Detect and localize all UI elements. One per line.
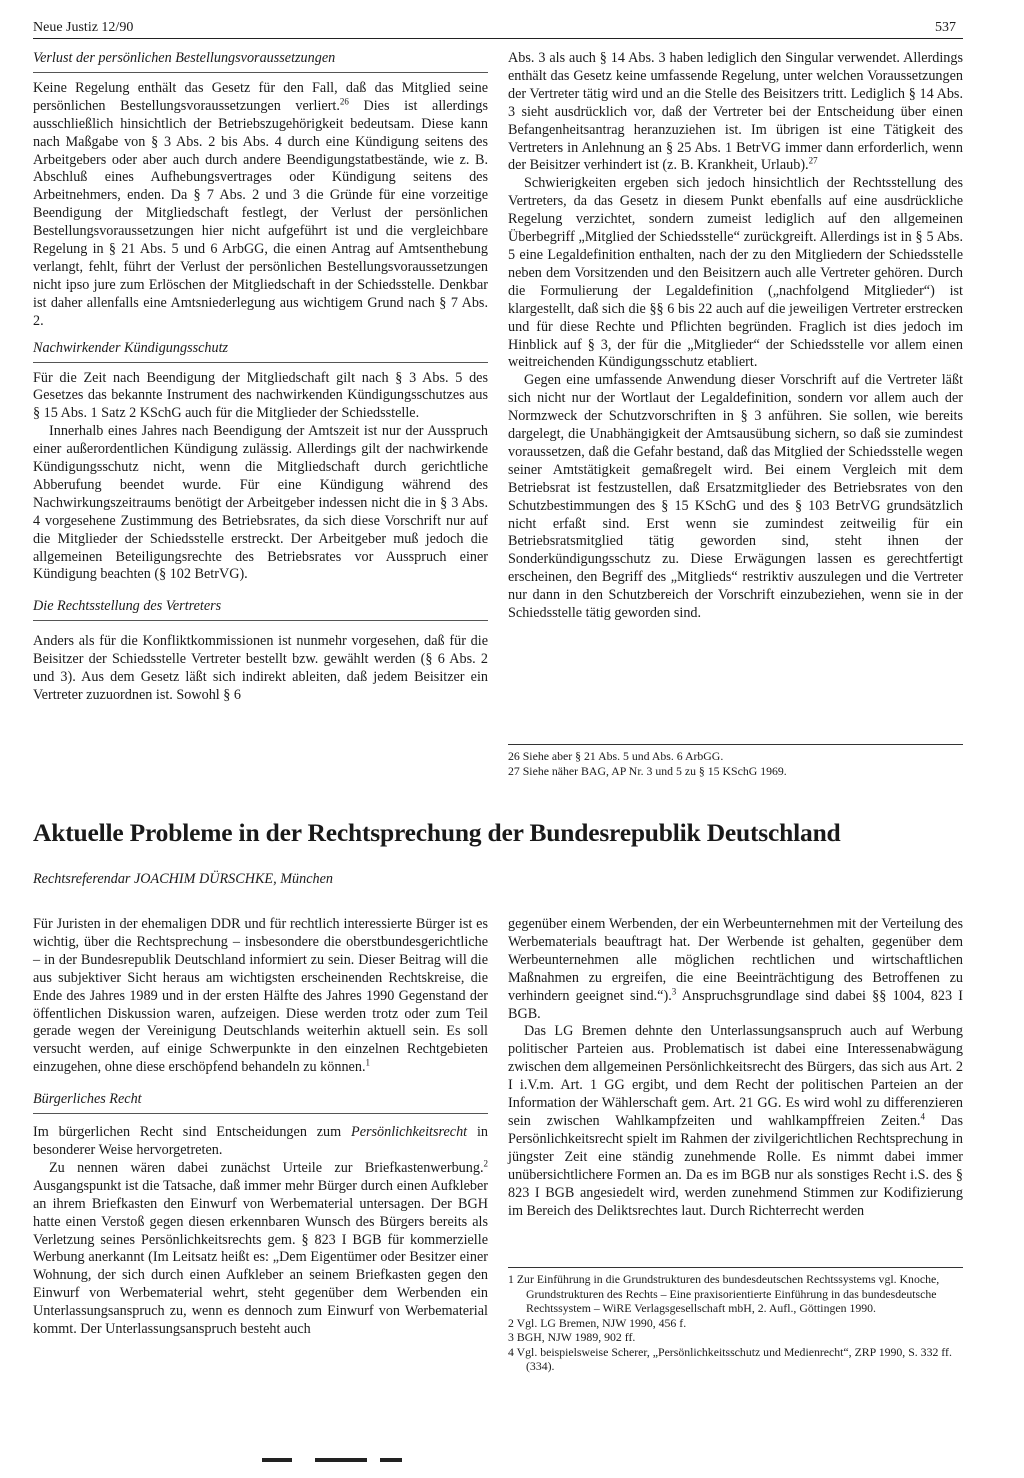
paragraph: Innerhalb eines Jahres nach Beendigung der Amtszeit ist nur der Ausspruch einer außerordentlichen Kündigung zulässig. Allerdings gilt der nachwirkende Kündigungsschutz nicht, wenn die Mitgliedschaft durch gerichtliche Abberufung beendet wurde. Für eine Kündigung während des Nachwirkungszeitraums benötigt der Arbeitgeber indessen nicht die in § 3 Abs. 4 vorgesehene Zustimmung des Betriebsrates, da sich diese Vorschrift nur auf die Mitglieder der Schiedsstelle erstreckt. Der Arbeitgeber muß jedoch die allgemeinen Beteiligungsrechte des Betriebsrates vor Ausspruch einer Kündigung beachten (§ 102 BetrVG).	[33, 423, 488, 583]
footnote-ref: 3	[671, 985, 677, 996]
text-run: Abs. 3 als auch § 14 Abs. 3 haben lediglich den Singular verwendet. Allerdings enthält das Gesetz keine umfassende Regelung, unter welchen Voraussetzungen der Vertreter tätig wird und an die Stelle des Beisitzers tritt. Lediglich § 14 Abs. 3 sieht ausdrücklich vor, daß der Vertreter bei der Entscheidung über einen Befangenheitsantrag heranzuziehen ist. Im übrigen ist eine Tätigkeit des Vertreters in Anlehnung an § 25 Abs. 1 BetrVG immer dann erforderlich, wenn der Beisitzer verhindert ist (z. B. Krankheit, Urlaub).	[508, 50, 963, 174]
text-run: Anspruchsgrundlage sind dabei §§ 1004, 823 I BGB.	[508, 987, 963, 1022]
footnote-ref: 26	[339, 96, 349, 107]
paragraph	[508, 916, 963, 1023]
column-top-left	[33, 50, 488, 705]
footnote: 2 Vgl. LG Bremen, NJW 1990, 456 f.	[508, 1315, 687, 1330]
text-run: Für Juristen in der ehemaligen DDR und für rechtlich interessierte Bürger ist es wichtig, über die Rechtsprechung – insbesondere die oberstbundesgerichtliche – in der Bundesrepublik Deutschland informiert zu sein. Dieser Beitrag will die aus subjektiver Sicht heraus am wichtigsten erscheinenden Rechtskreise, die Ende des Jahres 1989 und in der ersten Hälfte des Jahres 1990 Gegenstand der öffentlichen Diskussion waren, aufzeigen. Diese werden trotz oder zum Teil gerade wegen der Vereinigung Deutschlands weiterhin aktuell sein. Es soll versucht werden, auf einige Schwerpunkte in den einzelnen Rechtgebieten einzugehen, ohne diese erschöpfend behandeln zu können.	[33, 916, 488, 1076]
footnote: 26 Siehe aber § 21 Abs. 5 und Abs. 6 ArbGG.	[508, 749, 724, 763]
emphasis: Persönlichkeitsrecht	[351, 1124, 468, 1141]
text-run: gegenüber einem Werbenden, der ein Werbeunternehmen mit der Verteilung des Werbematerials beauftragt hat. Der Werbende ist gehalten, gegenüber dem Werbeunternehmen alle möglichen rechtlichen und wirtschaftlichen Maßnahmen zu ergreifen, die eine Beeinträchtigung des Betroffenen zu verhindern geeignet sind.“).	[508, 916, 963, 1004]
article-title: Aktuelle Probleme in der Rechtsprechung der Bundesrepublik Deutschland	[33, 818, 841, 847]
section-heading-rechtsstellung: Die Rechtsstellung des Vertreters	[33, 598, 488, 621]
scan-artifact	[262, 1458, 292, 1462]
footnotes-bottom	[508, 1267, 963, 1374]
paragraph: Schwierigkeiten ergeben sich jedoch hinsichtlich der Rechtsstellung des Vertreters, da das Gesetz in diesem Punkt ebenfalls auf eine ausdrückliche Regelung verzichtet, sondern zumeist lediglich auf den allgemeinen Überbegriff „Mitglied der Schiedsstelle“ zurückgreift. Allerdings ist in § 5 Abs. 5 eine Legaldefinition enthalten, nach der zu den Mitgliedern der Schiedsstelle neben dem Vorsitzenden und den Beisitzern auch alle Vertreter gehören. Durch die Formulierung der Legaldefinition („nachfolgend Mitglieder“) ist klargestellt, daß sich die §§ 6 bis 22 auch auf die jeweiligen Vertreter erstrecken und für diese Rechte und Pflichten begründen. Fraglich ist dies jedoch im Hinblick auf § 3, der für die „Mitglieder“ der Schiedsstelle vor allem einen weitreichenden Kündigungsschutz etabliert.	[508, 175, 963, 371]
paragraph: Gegen eine umfassende Anwendung dieser Vorschrift auf die Vertreter läßt sich nicht nur der Wortlaut der Legaldefinition, sondern vor allem auch der Normzweck der Schutzvorschriften in § 3 anführen. Sie sollen, wie bereits dargelegt, die Unabhängigkeit der Amtsausübung sichern, so daß sie zumindest voraussetzen, daß die Gefahr bestand, daß das Mitglied der Schiedsstelle wegen seiner Amtstätigkeit gemaßregelt wird. Bei einem Vergleich mit dem Betriebsrat ist festzustellen, daß Ersatzmitglieder des Betriebsrates von den Schutzbestimmungen des § 15 KSchG und des § 103 BetrVG grundsätzlich nicht erfaßt sind. Erst wenn sie zumindest zeitweilig für ein Betriebsratsmitglied tätig geworden sind, steht ihnen der Sonderkündigungsschutz zu. Diese Erwägungen lassen es gerechtfertigt erscheinen, den Begriff des „Mitglieds“ restriktiv auszulegen und die Vertreter nur dann in den Schutzbereich der Vorschrift einzubeziehen, wenn sie in der Schiedsstelle tätig geworden sind.	[508, 372, 963, 622]
journal-issue: Neue Justiz 12/90	[33, 20, 134, 35]
column-bottom-right	[508, 916, 963, 1220]
scan-artifact	[380, 1458, 402, 1462]
scan-artifact	[315, 1458, 367, 1462]
article-author	[33, 871, 333, 888]
text-run: Im bürgerlichen Recht sind Entscheidungen zum	[33, 1124, 352, 1141]
author-city: , München	[273, 871, 333, 887]
author-name: JOACHIM DÜRSCHKE	[134, 871, 274, 887]
author-role: Rechtsreferendar	[33, 871, 134, 887]
footnotes-top	[508, 744, 963, 779]
paragraph	[33, 80, 488, 331]
footnote: 27 Siehe näher BAG, AP Nr. 3 und 5 zu § 15 KSchG 1969.	[508, 764, 787, 778]
footnote-ref: 4	[920, 1111, 925, 1122]
paragraph	[508, 1023, 963, 1220]
text-run: Dies ist allerdings ausschließlich hinsichtlich der Betriebszugehörigkeit bedeutsam. Diese kann nach Maßgabe von § 3 Abs. 2 bis Abs. 4 durch eine Kündigung seitens des Arbeitgebers oder aber auch durch andere Beendigungstatbestände, wie z. B. Abschluß eines Aufhebungsvertrages oder Kündigung seitens des Arbeitnehmers, enden. Da § 7 Abs. 2 und 3 die Gründe für eine vorzeitige Beendigung der Mitgliedschaft festlegt, der Verlust der persönlichen Bestellungsvoraussetzungen hier nicht aufgeführt ist und die vergleichbare Regelung in § 21 Abs. 5 und 6 ArbGG, die einen Antrag auf Amtsenthebung verlangt, fehlt, führt der Verlust der persönlichen Bestellungsvoraussetzungen nicht ipso jure zum Erlöschen der Mitgliedschaft in der Schiedsstelle. Denkbar ist daher allenfalls eine Amtsniederlegung aus wichtigem Grund nach § 7 Abs. 2.	[33, 97, 489, 329]
footnote-ref: 2	[483, 1158, 488, 1169]
text-run: Ausgangspunkt ist die Tatsache, daß immer mehr Bürger durch einen Aufkleber an ihrem Briefkasten den Einwurf von Werbematerial untersagen. Der BGH hatte einen Verstoß gegen diesen erkennbaren Wunsch des Bürgers bereits als Verletzung seines Persönlichkeitsrechts gem. § 823 I BGB für kommerzielle Werbung anerkannt (Im Leitsatz heißt es: „Dem Eigentümer oder Besitzer einer Wohnung, der sich durch einen Aufkleber an seinem Briefkasten gegen den Einwurf von Werbematerial wehrt, steht gegenüber dem Werbenden ein Unterlassungsanspruch zu, wenn es dennoch zum Einwurf von Werbematerial kommt. Der Unterlassungsanspruch besteht auch	[33, 1177, 488, 1338]
footnote-ref: 27	[808, 155, 818, 166]
text-run: Das LG Bremen dehnte den Unterlassungsanspruch auch auf Werbung politischer Parteien aus. Problematisch ist dabei eine Interessenabwägung zwischen dem allgemeinen Persönlichkeitsrecht des Bürgers, das sich aus Art. 2 I i.V.m. Art. 1 GG ergibt, und dem Recht der politischen Parteien an der Information der Wählerschaft gem. Art. 21 GG. Es wird wohl zu differenzieren sein zwischen Wahlkampfzeiten und wahlkampffreien Zeiten.	[508, 1023, 963, 1129]
paragraph	[508, 50, 963, 175]
paragraph: Für die Zeit nach Beendigung der Mitgliedschaft gilt nach § 3 Abs. 5 des Gesetzes das bekannte Instrument des nachwirkenden Kündigungsschutzes aus § 15 Abs. 1 Satz 2 KSchG auch für die Mitglieder der Schiedsstelle.	[33, 369, 488, 422]
page-number: 537	[935, 20, 956, 35]
text-run: Das Persönlichkeitsrecht spielt im Rahmen der zivilgerichtlichen Rechtsprechung in jüngster Zeit eine ständig zunehmende Rolle. Es nimmt dabei immer unübersichtlichere Formen an. Da es im BGB nur als sonstiges Recht i.S. des § 823 I BGB angesiedelt wird, werden zunehmend Stimmen zur Kodifizierung im Bereich des Deliktsrechtes laut. Durch Richterrecht werden	[508, 1112, 963, 1219]
header-rule	[33, 38, 963, 39]
footnote: 3 BGH, NJW 1989, 902 ff.	[508, 1330, 636, 1344]
footnote-ref: 1	[365, 1057, 370, 1068]
footnote: 1 Zur Einführung in die Grundstrukturen des bundesdeutschen Rechtssystems vgl. Knoche, Grundstrukturen des Rechts – Eine praxisorientierte Einführung in das bundesdeutsche Rechtssystem – WiRE Verlagsgesellschaft mbH, 2. Aufl., Göttingen 1990.	[508, 1272, 940, 1315]
section-heading-kuendigungsschutz: Nachwirkender Kündigungsschutz	[33, 340, 488, 363]
paragraph	[33, 916, 488, 1077]
section-heading-bestellungsvoraussetzungen: Verlust der persönlichen Bestellungsvoraussetzungen	[33, 50, 488, 73]
text-run: Keine Regelung enthält das Gesetz für den Fall, daß das Mitglied seine persönlichen Bestellungsvoraussetzungen verliert.	[33, 79, 488, 114]
section-heading-buergerliches-recht: Bürgerliches Recht	[33, 1091, 488, 1114]
paragraph	[33, 1124, 488, 1160]
paragraph: Anders als für die Konfliktkommissionen ist nunmehr vorgesehen, daß für die Beisitzer der Schiedsstelle Vertreter bestellt bzw. gewählt werden (§ 6 Abs. 2 und 3). Aus dem Gesetz läßt sich indirekt ableiten, daß jedem Beisitzer ein Vertreter zuzuordnen ist. Sowohl § 6	[33, 633, 488, 703]
footnote: 4 Vgl. beispielsweise Scherer, „Persönlichkeitsschutz und Medienrecht“, ZRP 1990, S. 332 ff. (334).	[508, 1344, 952, 1373]
column-top-right	[508, 50, 963, 623]
column-bottom-left	[33, 916, 488, 1339]
text-run: in besonderer Weise hervorgetreten.	[33, 1124, 488, 1158]
text-run: Zu nennen wären dabei zunächst Urteile zur Briefkastenwerbung.	[49, 1159, 484, 1176]
paragraph	[33, 1160, 488, 1339]
